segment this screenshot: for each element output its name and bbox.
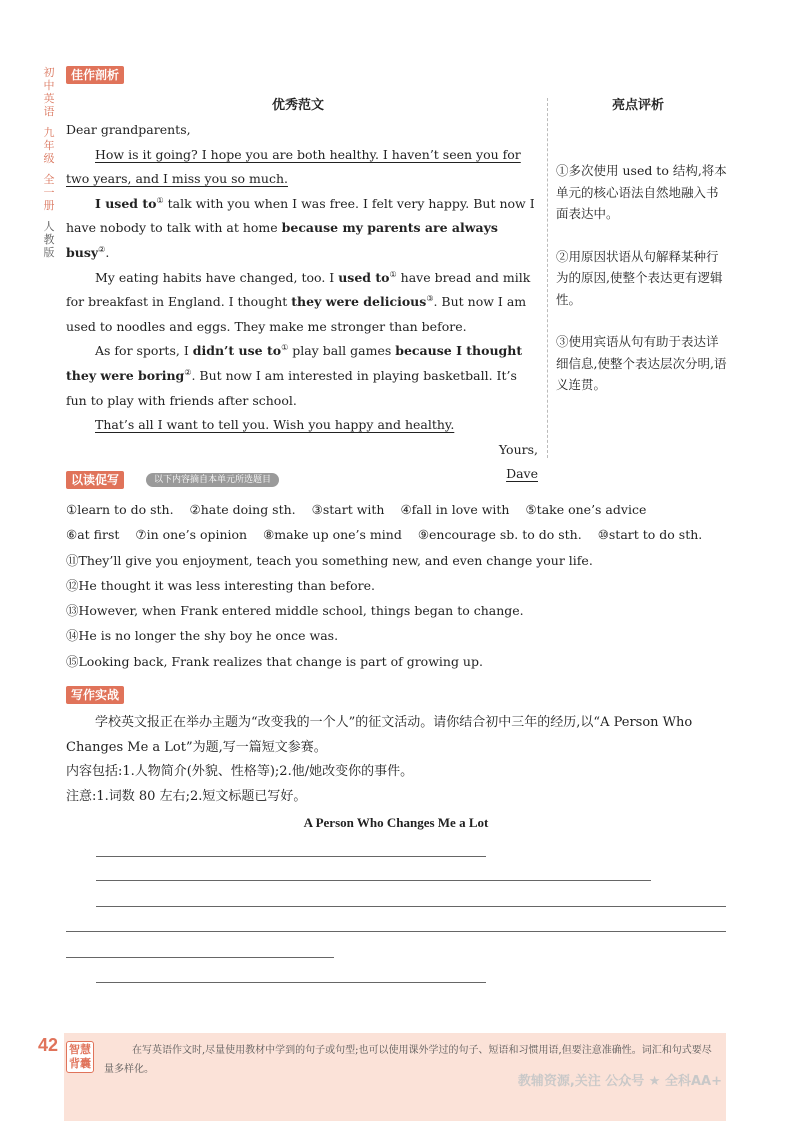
essay-title: A Person Who Changes Me a Lot (303, 815, 489, 830)
task-content: 内容包括:1.人物简介(外貌、性格等);2.他/她改变你的事件。 (66, 764, 414, 779)
sentence-item: ⑬However, when Frank entered middle school, things began to change. (66, 603, 524, 619)
task-attention: 注意:1.词数 80 左右;2.短文标题已写好。 (66, 788, 307, 804)
section-tag-writing-practice: 写作实战 (66, 686, 124, 704)
sidebar-subject: 初中英语 (43, 66, 55, 118)
phrase-row-1 (66, 497, 746, 522)
letter-paragraph-2: I used to① talk with you when I was free. I felt very happy. But now I have nobody to talk with at home because my parents are always busy②. (66, 195, 535, 260)
tip-text: 在写英语作文时,尽量使用教材中学到的句子或句型;也可以使用课外学过的句子、短语和习惯用语,但要注意准确性。词汇和句式要尽量多样化。 (104, 1045, 712, 1075)
sentence-item: ⑭He is no longer the shy boy he once was. (66, 628, 339, 644)
phrase-item: ②hate doing sth. (189, 502, 296, 517)
letter-signature: Dave (506, 466, 538, 482)
sentence-item: ⑪They’ll give you enjoyment, teach you something new, and even change your life. (66, 552, 593, 568)
phrase-item: ⑧make up one’s mind (263, 527, 402, 543)
phrase-item: ⑦in one’s opinion (135, 527, 248, 543)
sidebar-grade: 九年级 (43, 126, 55, 165)
phrase-item: ⑨encourage sb. to do sth. (417, 527, 582, 543)
writing-line[interactable] (66, 931, 726, 932)
highlight-notes (556, 160, 728, 417)
writing-line[interactable] (66, 957, 334, 958)
model-letter (66, 118, 538, 487)
sidebar-edition: 人教版 (43, 220, 55, 259)
sentence-item: ⑫He thought it was less interesting than before. (66, 577, 375, 593)
tip-badge: 智慧背囊 (66, 1041, 94, 1073)
page-number: 42 (38, 1035, 59, 1055)
writing-line[interactable] (96, 856, 486, 857)
note-1: ①多次使用 used to 结构,将本单元的核心语法自然地融入书面表达中。 (556, 163, 727, 221)
note-3: ③使用宾语从句有助于表达详细信息,使整个表达层次分明,语义连贯。 (556, 334, 727, 392)
writing-task (66, 711, 746, 809)
sidebar-book-info (40, 66, 58, 267)
section-tag-read-to-write: 以读促写 (66, 471, 124, 489)
phrase-item: ④fall in love with (400, 502, 510, 517)
letter-paragraph-1: How is it going? I hope you are both healthy. I haven’t seen you for two years, and I miss you so much. (66, 146, 521, 187)
phrase-item: ①learn to do sth. (66, 502, 174, 517)
task-prompt: 学校英文报正在举办主题为“改变我的一个人”的征文活动。请你结合初中三年的经历,以“A Person Who Changes Me a Lot”为题,写一篇短文参赛。 (66, 715, 693, 755)
section-tag-analysis: 佳作剖析 (66, 66, 124, 84)
writing-line[interactable] (96, 906, 726, 907)
highlights-header: 亮点评析 (612, 98, 665, 113)
phrase-item: ⑤take one’s advice (525, 502, 647, 517)
writing-line[interactable] (96, 982, 486, 983)
phrase-item: ⑩start to do sth. (597, 527, 703, 543)
letter-paragraph-4: As for sports, I didn’t use to① play ball games because I thought they were boring②. But now I am interested in playing basketball. It’s fun to play with friends after school. (66, 343, 523, 408)
sidebar-volume: 全一册 (43, 173, 55, 212)
phrase-item: ③start with (311, 502, 385, 517)
letter-closing: Yours, (498, 441, 538, 457)
letter-paragraph-3: My eating habits have changed, too. I used to① have bread and milk for breakfast in England. I thought they were delicious③. But now I am used to noodles and eggs. They make me stronger than before. (66, 269, 531, 334)
column-divider (547, 98, 548, 458)
letter-paragraph-5: That’s all I want to tell you. Wish you happy and healthy. (95, 417, 455, 433)
note-2: ②用原因状语从句解释某种行为的原因,使整个表达更有逻辑性。 (556, 248, 723, 307)
section-subtag: 以下内容摘自本单元所选题目 (146, 473, 279, 487)
phrase-item: ⑥at first (66, 527, 120, 543)
letter-greeting: Dear grandparents, (66, 122, 191, 137)
sentence-item: ⑮Looking back, Frank realizes that change is part of growing up. (66, 653, 483, 669)
phrase-row-2 (66, 522, 746, 547)
phrase-list (66, 497, 746, 674)
watermark-text: 教辅资源,关注 公众号 ★ 全科AA+ (517, 1074, 722, 1089)
model-essay-header: 优秀范文 (272, 98, 325, 113)
writing-line[interactable] (96, 880, 651, 881)
